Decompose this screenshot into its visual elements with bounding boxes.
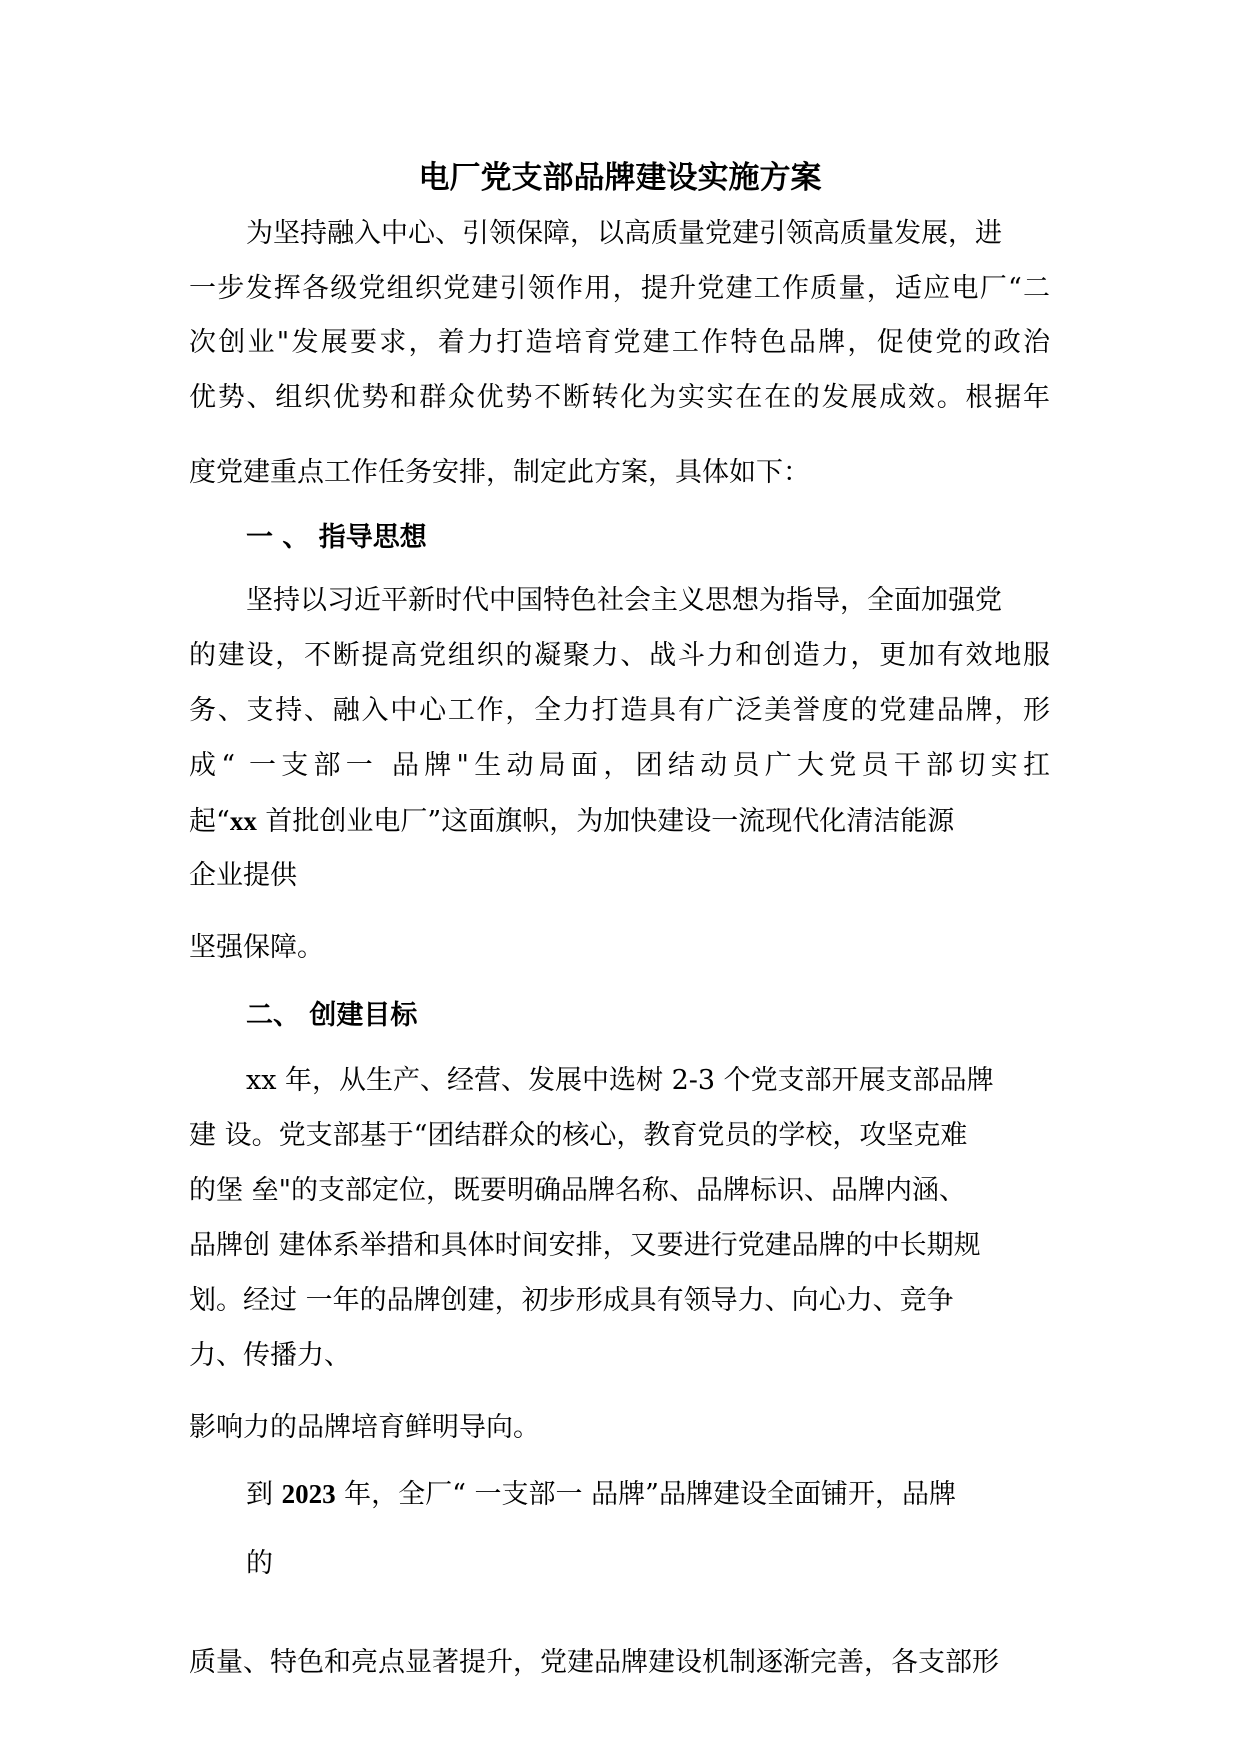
section2-para2-bold-year: 2023 [281,1479,336,1509]
section2-line-6: 力、传播力、 [189,1340,351,1371]
section-heading-creation-goals: 二、 创建目标 [246,1000,418,1031]
section2-para2-line-1 [246,1476,956,1513]
intro-line-2: 一步发挥各级党组织党建引领作用，提升党建工作质量，适应电厂“二 [189,273,1050,304]
section1-line-2: 的建设，不断提高党组织的凝聚力、战斗力和创造力，更加有效地服 [189,640,1050,671]
intro-line-3: 次创业"发展要求，着力打造培育党建工作特色品牌，促使党的政治 [189,327,1050,358]
section2-line-2: 建 设。党支部基于“团结群众的核心，教育党员的学校，攻坚克难 [189,1120,968,1151]
section2-line-3: 的堡 垒"的支部定位，既要明确品牌名称、品牌标识、品牌内涵、 [189,1175,967,1206]
intro-line-5: 度党建重点工作任务安排，制定此方案，具体如下： [189,457,810,488]
intro-line-4: 优势、组织优势和群众优势不断转化为实实在在的发展成效。根据年 [189,382,1050,413]
section1-line-7: 坚强保障。 [189,932,324,963]
section1-line-5 [189,803,954,840]
section-heading-guiding-ideology: 一 、 指导思想 [246,522,427,553]
section1-line-4: 成“ 一支部一 品牌"生动局面，团结动员广大党员干部切实扛 [189,750,1050,781]
section2-line-1: xx 年，从生产、经营、发展中选树 2-3 个党支部开展支部品牌 [246,1065,994,1096]
section1-line-3: 务、支持、融入中心工作，全力打造具有广泛美誉度的党建品牌，形 [189,695,1050,726]
section2-para2-pre: 到 [246,1479,282,1510]
section1-line-6: 企业提供 [189,860,297,891]
document-title: 电厂党支部品牌建设实施方案 [418,160,822,196]
section2-line-5: 划。经过 一年的品牌创建，初步形成具有领导力、向心力、竞争 [189,1285,954,1316]
intro-line-1: 为坚持融入中心、引领保障，以高质量党建引领高质量发展，进 [246,218,1002,249]
section1-line-1: 坚持以习近平新时代中国特色社会主义思想为指导，全面加强党 [246,585,1002,616]
section2-para2-post: 年，全厂“ 一支部一 品牌”品牌建设全面铺开，品牌 [335,1479,956,1510]
section2-line-7: 影响力的品牌培育鲜明导向。 [189,1412,540,1443]
section2-para2-line-2: 的 [246,1548,273,1579]
section2-line-4: 品牌创 建体系举措和具体时间安排，又要进行党建品牌的中长期规 [189,1230,981,1261]
section1-line-5-pre: 起“ [189,806,230,837]
section1-line-5-bold: xx [229,806,257,836]
section2-para2-line-3: 质量、特色和亮点显著提升，党建品牌建设机制逐渐完善，各支部形 [189,1647,999,1678]
section1-line-5-post: 首批创业电厂”这面旗帜，为加快建设一流现代化清洁能源 [256,806,955,837]
